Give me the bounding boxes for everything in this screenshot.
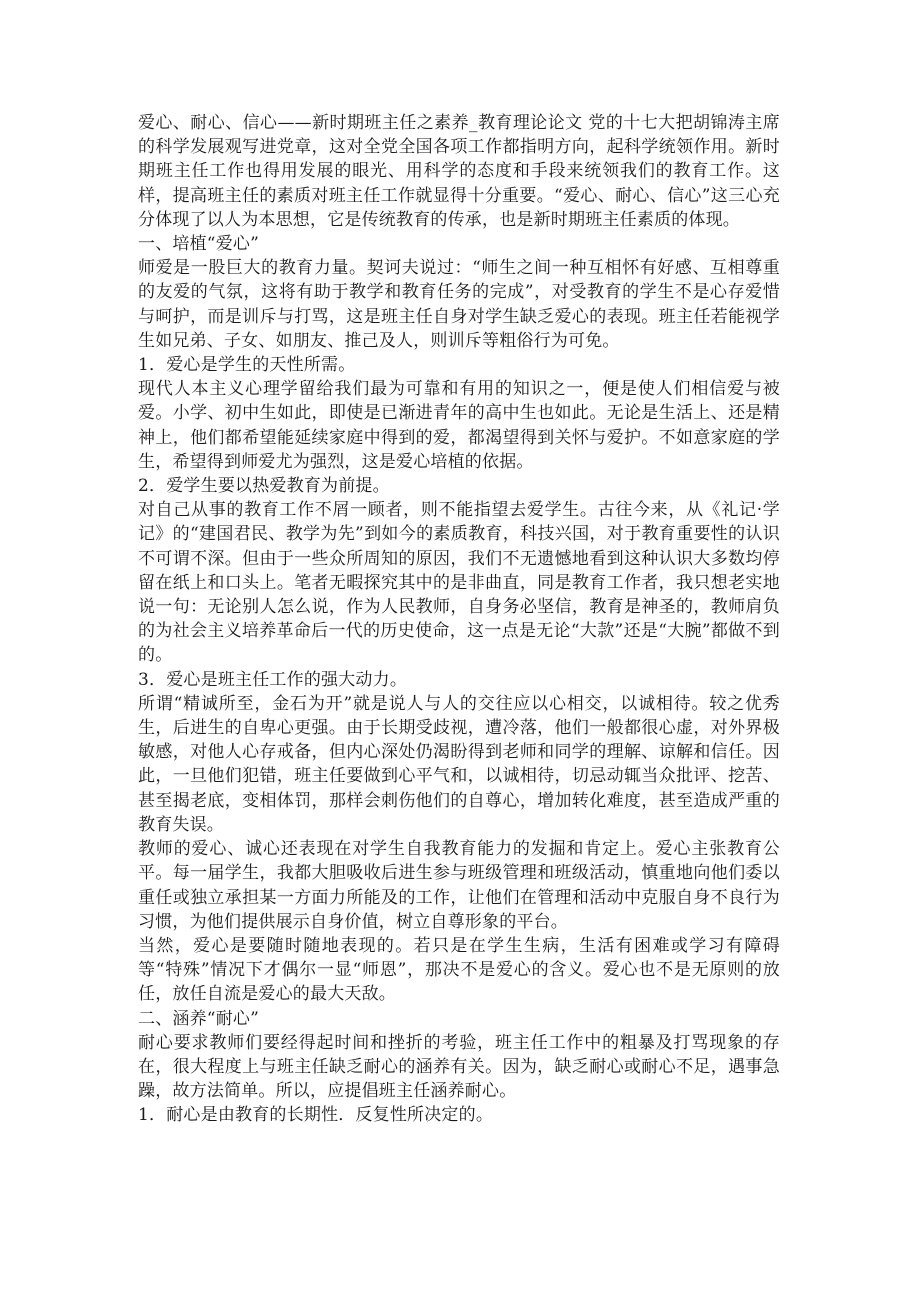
subheading: 3．爱心是班主任工作的强大动力。 bbox=[138, 669, 408, 690]
intro-paragraph: 爱心、耐心、信心——新时期班主任之素养_教育理论论文 党的十七大把胡锦涛主席的科学发展观写进党章，这对全党全国各项工作都指明方向，起科学统领作用。新时期班主任工作也得用发展的眼光、用科学的态度和手段来统领我们的教育工作。这样，提高班主任的素质对班主任工作就显得十分重要。“爱心、耐心、信心”这三心充分体现了以人为本思想，它是传统教育的传承，也是新时期班主任素质的体现。 bbox=[138, 113, 780, 230]
paragraph: 师爱是一股巨大的教育力量。契诃夫说过：“师生之间一种互相怀有好感、互相尊重的友爱的气氛，这将有助于教学和教育任务的完成”，对受教育的学生不是心存爱惜与呵护，而是训斥与打骂，这是班主任自身对学生缺乏爱心的表现。班主任若能视学生如兄弟、子女、如朋友、推己及人，则训斥等粗俗行为可免。 bbox=[138, 258, 780, 351]
paragraph: 当然，爱心是要随时随地表现的。若只是在学生生病，生活有困难或学习有障碍等“特殊”情况下才偶尔一显“师恩”，那决不是爱心的含义。爱心也不是无原则的放任，放任自流是爱心的最大天敌。 bbox=[138, 935, 780, 1005]
section-heading-love: 一、培植“爱心” bbox=[138, 234, 259, 255]
document-body bbox=[138, 111, 780, 1128]
paragraph: 耐心要求教师们要经得起时间和挫折的考验，班主任工作中的粗暴及打骂现象的存在，很大程度上与班主任缺乏耐心的涵养有关。因为，缺乏耐心或耐心不足，遇事急躁，故方法简单。所以，应提倡班主任涵养耐心。 bbox=[138, 1032, 780, 1102]
paragraph: 对自己从事的教育工作不屑一顾者，则不能指望去爱学生。古往今来，从《礼记·学记》的“建国君民、教学为先”到如今的素质教育，科技兴国，对于教育重要性的认识不可谓不深。但由于一些众所周知的原因，我们不无遗憾地看到这种认识大多数均停留在纸上和口头上。笔者无暇探究其中的是非曲直，同是教育工作者，我只想老实地说一句：无论别人怎么说，作为人民教师，自身务必坚信，教育是神圣的，教师肩负的为社会主义培养革命后一代的历史使命，这一点是无论“大款”还是“大腕”都做不到的。 bbox=[138, 500, 780, 666]
paragraph: 所谓“精诚所至，金石为开”就是说人与人的交往应以心相交，以诚相待。较之优秀生，后进生的自卑心更强。由于长期受歧视，遭冷落，他们一般都很心虚，对外界极敏感，对他人心存戒备，但内心深处仍渴盼得到老师和同学的理解、谅解和信任。因此，一旦他们犯错，班主任要做到心平气和，以诚相待，切忌动辄当众批评、挖苦、甚至揭老底，变相体罚，那样会刺伤他们的自尊心，增加转化难度，甚至造成严重的教育失误。 bbox=[138, 693, 780, 835]
subheading: 1．爱心是学生的天性所需。 bbox=[138, 355, 356, 376]
section-heading-patience: 二、涵养“耐心” bbox=[138, 1008, 259, 1029]
paragraph: 教师的爱心、诚心还表现在对学生自我教育能力的发掘和肯定上。爱心主张教育公平。每一届学生，我都大胆吸收后进生参与班级管理和班级活动，慎重地向他们委以重任或独立承担某一方面力所能及的工作，让他们在管理和活动中克服自身不良行为习惯，为他们提供展示自身价值，树立自尊形象的平台。 bbox=[138, 839, 780, 932]
paragraph: 现代人本主义心理学留给我们最为可靠和有用的知识之一，便是使人们相信爱与被爱。小学、初中生如此，即使是已渐进青年的高中生也如此。无论是生活上、还是精神上，他们都希望能延续家庭中得到的爱，都渴望得到关怀与爱护。不如意家庭的学生，希望得到师爱尤为强烈，这是爱心培植的依据。 bbox=[138, 379, 780, 472]
subheading: 2．爱学生要以热爱教育为前提。 bbox=[138, 476, 390, 497]
subheading: 1．耐心是由教育的长期性．反复性所决定的。 bbox=[138, 1105, 494, 1126]
